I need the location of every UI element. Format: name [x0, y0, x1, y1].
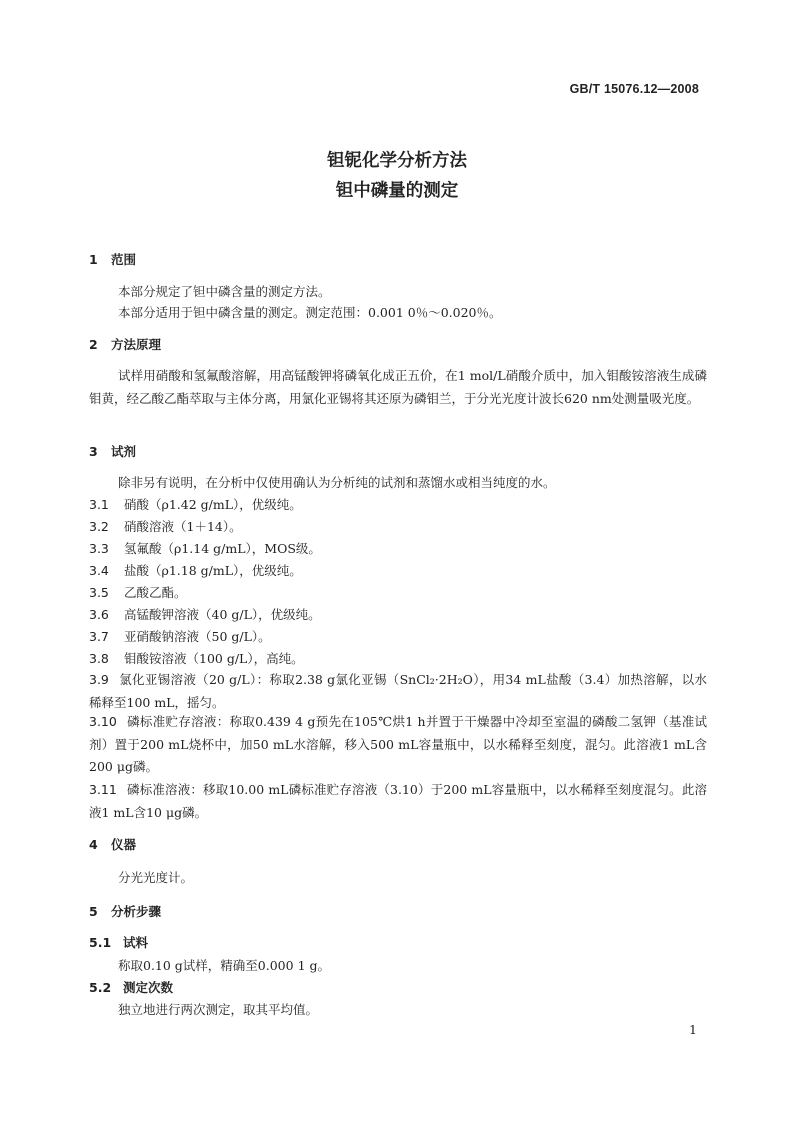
- scope-paragraph-2: 本部分适用于钽中磷含量的测定。测定范围：0.001 0％～0.020％。: [118, 305, 502, 320]
- item-number: 3.10: [89, 714, 117, 729]
- section-heading-principle: [89, 337, 161, 353]
- item-text: 磷标准贮存溶液：称取0.439 4 g预先在105℃烘1 h并置于干燥器中冷却至室温的磷酸二氢钾（基准试剂）置于200 mL烧杯中，加50 mL水溶解，移入500 mL容量瓶中，以水稀释至刻度，混匀。此溶液1 mL含200 μg磷。: [89, 714, 707, 774]
- item-number: 3.9: [89, 672, 109, 687]
- document-subtitle: 钽中磷量的测定: [335, 181, 459, 201]
- item-number: 3.11: [89, 782, 117, 797]
- section-title: 方法原理: [111, 337, 162, 352]
- document-title: 钽铌化学分析方法: [327, 151, 467, 171]
- reagent-item-long: [89, 669, 707, 714]
- section-title: 分析步骤: [111, 904, 162, 919]
- section-heading-procedure: [89, 904, 161, 920]
- item-number: 3.4: [89, 563, 109, 578]
- section-heading-scope: [89, 252, 136, 268]
- principle-paragraph: 试样用硝酸和氢氟酸溶解，用高锰酸钾将磷氧化成正五价，在1 mol/L硝酸介质中，加入钼酸铵溶液生成磷钼黄，经乙酸乙酯萃取与主体分离，用氯化亚锡将其还原为磷钼兰，于分光光度计波长620 nm处测量吸光度。: [89, 368, 707, 406]
- item-text: 盐酸（ρ1.18 g/mL），优级纯。: [124, 563, 302, 578]
- item-number: 3.2: [89, 519, 109, 534]
- section-title: 范围: [111, 252, 137, 267]
- section-number: 5: [89, 904, 98, 919]
- item-number: 3.8: [89, 651, 109, 666]
- reagent-item: [89, 563, 302, 579]
- apparatus-text: 分光光度计。: [118, 870, 194, 885]
- reagent-item-long: [89, 779, 707, 824]
- subsection-heading-test-portion: [89, 935, 148, 951]
- item-text: 硝酸溶液（1＋14）。: [124, 519, 242, 534]
- section-number: 4: [89, 837, 98, 852]
- scope-paragraph-1: 本部分规定了钽中磷含量的测定方法。: [118, 284, 331, 299]
- item-text: 钼酸铵溶液（100 g/L），高纯。: [124, 651, 304, 666]
- subsection-title: 测定次数: [123, 980, 174, 995]
- subsection-heading-determinations: [89, 980, 173, 996]
- reagent-item: [89, 607, 321, 623]
- standard-code: GB/T 15076.12—2008: [569, 82, 699, 96]
- reagent-item: [89, 629, 271, 645]
- item-text: 高锰酸钾溶液（40 g/L），优级纯。: [124, 607, 321, 622]
- subsection-number: 5.1: [89, 935, 112, 950]
- item-text: 亚硝酸钠溶液（50 g/L）。: [124, 629, 271, 644]
- item-text: 氯化亚锡溶液（20 g/L）：称取2.38 g氯化亚锡（SnCl₂·2H₂O），用34 mL盐酸（3.4）加热溶解，以水稀释至100 mL，摇匀。: [89, 672, 707, 710]
- reagent-item: [89, 519, 242, 535]
- reagent-item: [89, 651, 304, 667]
- section-title: 试剂: [111, 444, 137, 459]
- test-portion-text: 称取0.10 g试样，精确至0.000 1 g。: [118, 958, 330, 973]
- section-heading-reagents: [89, 444, 136, 460]
- reagent-item-long: [89, 711, 707, 779]
- section-title: 仪器: [111, 837, 137, 852]
- item-number: 3.5: [89, 585, 109, 600]
- item-text: 磷标准溶液：移取10.00 mL磷标准贮存溶液（3.10）于200 mL容量瓶中，以水稀释至刻度混匀。此溶液1 mL含10 μg磷。: [89, 782, 707, 820]
- page-number: 1: [689, 1022, 697, 1037]
- item-text: 硝酸（ρ1.42 g/mL），优级纯。: [124, 497, 302, 512]
- reagent-item: [89, 497, 302, 513]
- item-number: 3.1: [89, 497, 109, 512]
- section-number: 1: [89, 252, 98, 267]
- section-heading-apparatus: [89, 837, 136, 853]
- reagent-item: [89, 541, 321, 557]
- subsection-number: 5.2: [89, 980, 112, 995]
- determinations-text: 独立地进行两次测定，取其平均值。: [118, 1002, 319, 1017]
- reagents-intro: 除非另有说明，在分析中仅使用确认为分析纯的试剂和蒸馏水或相当纯度的水。: [118, 475, 556, 490]
- item-number: 3.6: [89, 607, 109, 622]
- item-number: 3.7: [89, 629, 109, 644]
- reagent-item: [89, 585, 187, 601]
- item-text: 乙酸乙酯。: [124, 585, 187, 600]
- section-number: 2: [89, 337, 98, 352]
- subsection-title: 试料: [123, 935, 149, 950]
- item-number: 3.3: [89, 541, 109, 556]
- item-text: 氢氟酸（ρ1.14 g/mL），MOS级。: [124, 541, 321, 556]
- section-number: 3: [89, 444, 98, 459]
